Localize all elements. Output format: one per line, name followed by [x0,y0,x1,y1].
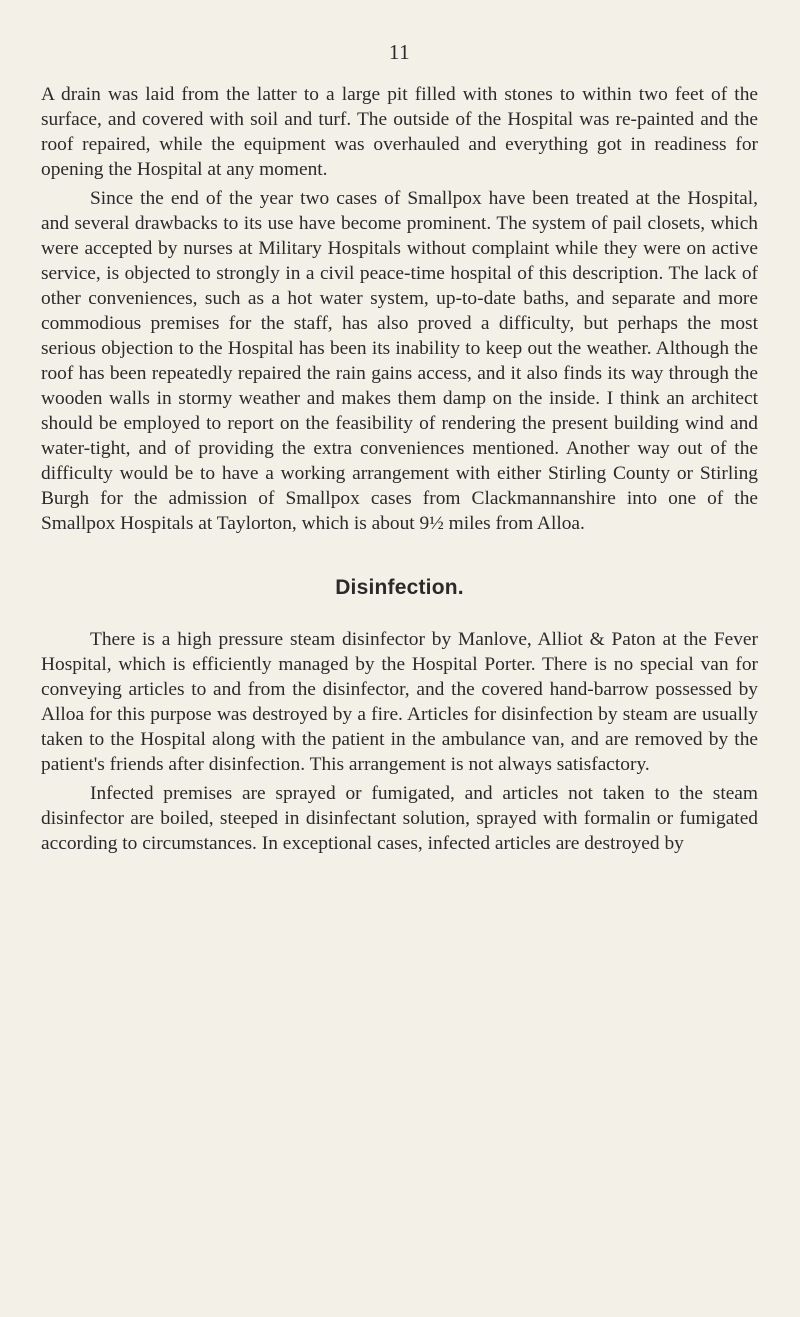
paragraph-infected-premises: Infected premises are sprayed or fumigated, and articles not taken to the steam disinfector are boiled, steeped in disinfectant solution, sprayed with formalin or fumigated according to circumstances. In exceptional cases, infected articles are destroyed by [41,783,758,854]
paragraph-drain: A drain was laid from the latter to a large pit filled with stones to within two feet of the surface, and covered with soil and turf. The outside of the Hospital was re-painted and the roof repaired, while the equipment was overhauled and everything got in readiness for opening the Hospital at any moment. [41,84,758,180]
page-number: 11 [388,40,411,64]
paragraph-steam-disinfector: There is a high pressure steam disinfector by Manlove, Alliot & Paton at the Fever Hospital, which is efficiently managed by the Hospital Porter. There is no special van for conveying articles to and from the disinfector, and the covered hand-barrow possessed by Alloa for this purpose was destroyed by a fire. Articles for disinfection by steam are usually taken to the Hospital along with the patient in the ambulance van, and are removed by the patient's friends after disinfection. This arrangement is not always satisfactory. [41,629,758,775]
paragraph-smallpox-hospital: Since the end of the year two cases of Smallpox have been treated at the Hospital, and several drawbacks to its use have become prominent. The system of pail closets, which were accepted by nurses at Military Hospitals without complaint while they were on active service, is objected to strongly in a civil peace-time hospital of this description. The lack of other conveniences, such as a hot water system, up-to-date baths, and separate and more commodious premises for the staff, has also proved a difficulty, but perhaps the most serious objection to the Hospital has been its inability to keep out the weather. Although the roof has been repeatedly repaired the rain gains access, and it also finds its way through the wooden walls in stormy weather and makes them damp on the inside. I think an architect should be employed to report on the feasibility of rendering the present building wind and water-tight, and of providing the extra conveniences mentioned. Another way out of the difficulty would be to have a working arrangement with either Stirling County or Stirling Burgh for the admission of Smallpox cases from Clackmannanshire into one of the Smallpox Hospitals at Taylorton, which is about 9½ miles from Alloa. [41,188,758,534]
section-heading-disinfection: Disinfection. [335,576,464,599]
